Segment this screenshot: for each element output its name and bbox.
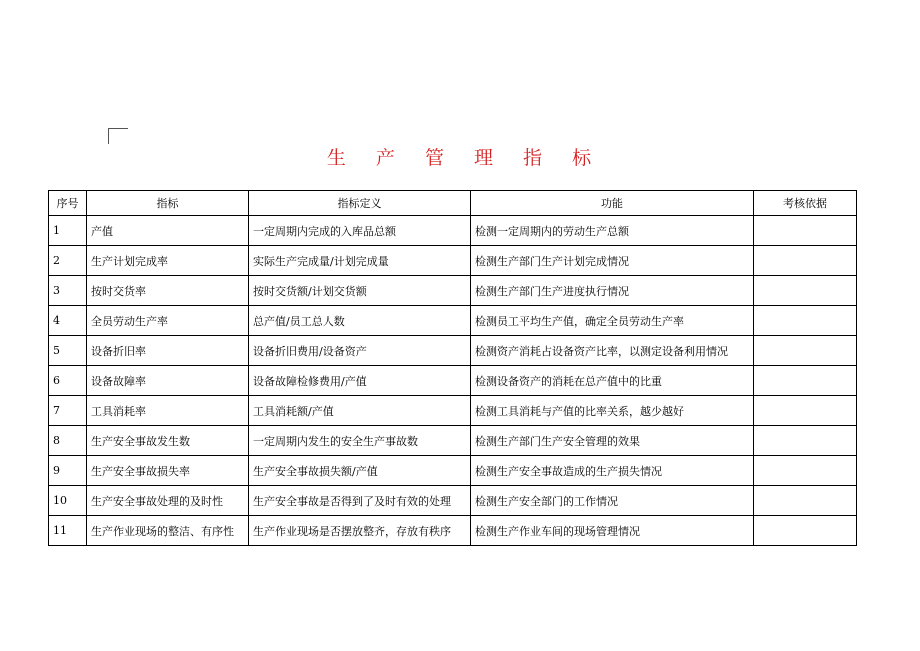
header-no: 序号 bbox=[49, 191, 87, 216]
cell-definition: 一定周期内完成的入库品总额 bbox=[249, 216, 471, 246]
cell-no: 1 bbox=[49, 216, 87, 246]
cell-indicator: 生产计划完成率 bbox=[87, 246, 249, 276]
cell-indicator: 生产作业现场的整洁、有序性 bbox=[87, 516, 249, 546]
table-row bbox=[49, 336, 857, 366]
cell-function: 检测生产作业车间的现场管理情况 bbox=[471, 516, 754, 546]
cell-definition: 工具消耗额/产值 bbox=[249, 396, 471, 426]
cell-function: 检测一定周期内的劳动生产总额 bbox=[471, 216, 754, 246]
cell-function: 检测生产安全部门的工作情况 bbox=[471, 486, 754, 516]
cell-indicator: 工具消耗率 bbox=[87, 396, 249, 426]
cell-definition: 实际生产完成量/计划完成量 bbox=[249, 246, 471, 276]
page-title: 生 产 管 理 指 标 bbox=[326, 147, 604, 169]
cell-indicator: 全员劳动生产率 bbox=[87, 306, 249, 336]
cell-basis bbox=[754, 516, 857, 546]
table-header-row bbox=[49, 191, 857, 216]
cell-definition: 设备折旧费用/设备资产 bbox=[249, 336, 471, 366]
table-row bbox=[49, 396, 857, 426]
cell-no: 6 bbox=[49, 366, 87, 396]
cell-indicator: 按时交货率 bbox=[87, 276, 249, 306]
table-row bbox=[49, 246, 857, 276]
cell-basis bbox=[754, 336, 857, 366]
cell-definition: 总产值/员工总人数 bbox=[249, 306, 471, 336]
table-row bbox=[49, 306, 857, 336]
cell-definition: 生产安全事故损失额/产值 bbox=[249, 456, 471, 486]
cell-definition: 设备故障检修费用/产值 bbox=[249, 366, 471, 396]
cell-no: 11 bbox=[49, 516, 87, 546]
cell-function: 检测设备资产的消耗在总产值中的比重 bbox=[471, 366, 754, 396]
cell-basis bbox=[754, 306, 857, 336]
cell-no: 8 bbox=[49, 426, 87, 456]
cell-function: 检测工具消耗与产值的比率关系，越少越好 bbox=[471, 396, 754, 426]
header-indicator: 指标 bbox=[87, 191, 249, 216]
cell-indicator: 生产安全事故处理的及时性 bbox=[87, 486, 249, 516]
cell-indicator: 产值 bbox=[87, 216, 249, 246]
metrics-table bbox=[48, 190, 857, 546]
cell-indicator: 设备折旧率 bbox=[87, 336, 249, 366]
table-row bbox=[49, 276, 857, 306]
cell-no: 4 bbox=[49, 306, 87, 336]
cell-indicator: 生产安全事故损失率 bbox=[87, 456, 249, 486]
cell-basis bbox=[754, 486, 857, 516]
cell-basis bbox=[754, 276, 857, 306]
cell-definition: 一定周期内发生的安全生产事故数 bbox=[249, 426, 471, 456]
cell-no: 3 bbox=[49, 276, 87, 306]
cell-basis bbox=[754, 396, 857, 426]
cell-function: 检测员工平均生产值，确定全员劳动生产率 bbox=[471, 306, 754, 336]
cell-definition: 生产作业现场是否摆放整齐，存放有秩序 bbox=[249, 516, 471, 546]
cell-no: 9 bbox=[49, 456, 87, 486]
cell-basis bbox=[754, 366, 857, 396]
table-row bbox=[49, 216, 857, 246]
table-row bbox=[49, 426, 857, 456]
cell-function: 检测生产部门生产进度执行情况 bbox=[471, 276, 754, 306]
cell-no: 7 bbox=[49, 396, 87, 426]
cell-indicator: 生产安全事故发生数 bbox=[87, 426, 249, 456]
table-row bbox=[49, 516, 857, 546]
header-definition: 指标定义 bbox=[249, 191, 471, 216]
cell-function: 检测生产部门生产安全管理的效果 bbox=[471, 426, 754, 456]
cell-basis bbox=[754, 216, 857, 246]
cell-function: 检测资产消耗占设备资产比率，以测定设备利用情况 bbox=[471, 336, 754, 366]
cell-definition: 生产安全事故是否得到了及时有效的处理 bbox=[249, 486, 471, 516]
cell-basis bbox=[754, 456, 857, 486]
cell-function: 检测生产安全事故造成的生产损失情况 bbox=[471, 456, 754, 486]
cell-basis bbox=[754, 246, 857, 276]
cell-no: 5 bbox=[49, 336, 87, 366]
cell-function: 检测生产部门生产计划完成情况 bbox=[471, 246, 754, 276]
cell-no: 10 bbox=[49, 486, 87, 516]
cell-basis bbox=[754, 426, 857, 456]
table-row bbox=[49, 456, 857, 486]
header-function: 功能 bbox=[471, 191, 754, 216]
corner-crop-mark bbox=[108, 128, 128, 144]
cell-no: 2 bbox=[49, 246, 87, 276]
cell-definition: 按时交货额/计划交货额 bbox=[249, 276, 471, 306]
header-basis: 考核依据 bbox=[754, 191, 857, 216]
cell-indicator: 设备故障率 bbox=[87, 366, 249, 396]
table-row bbox=[49, 486, 857, 516]
table-row bbox=[49, 366, 857, 396]
